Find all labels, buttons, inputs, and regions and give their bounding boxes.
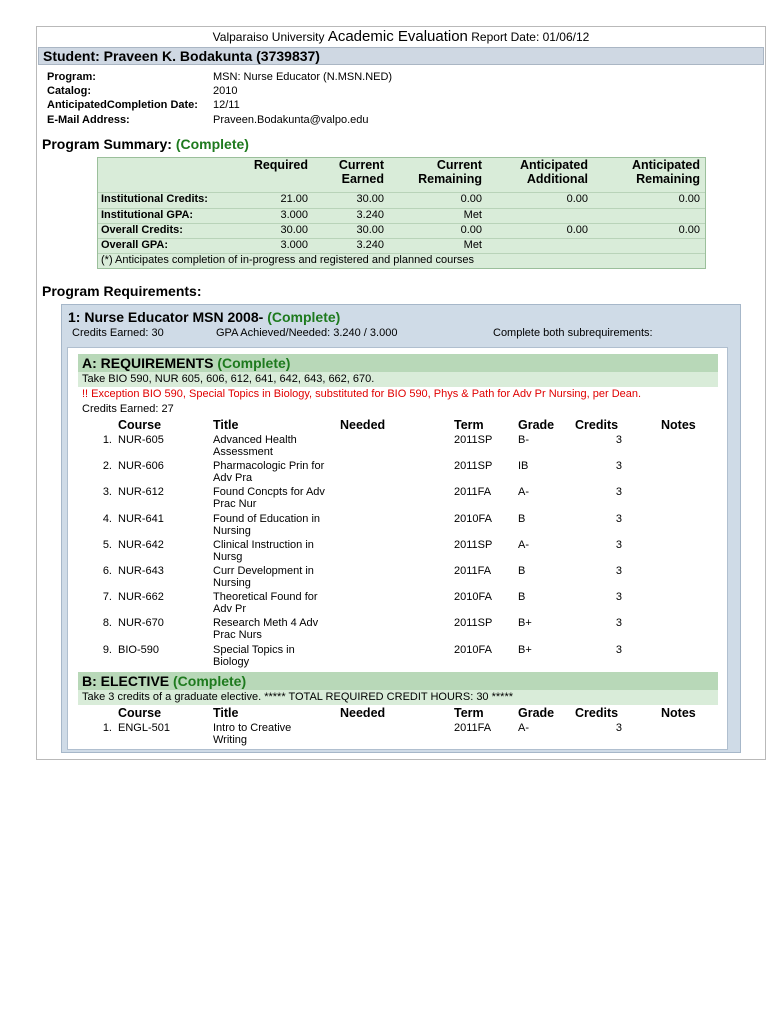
info-value: Praveen.Bodakunta@valpo.edu xyxy=(213,114,369,126)
program-summary-table: Required Current Earned Current Remaining Anticipated Additional Anticipated Remaining Institutional Credits: 21.00 30.00 0.00 0.00 0.00 Institutional GPA: 3.000 3.240 Met Overall Credits: 30.00 30.00 0.00 0.00 0.00 Overall GPA: 3.000 3.240 Met (*) Anticipates completion of in-progress and registered and planned courses xyxy=(97,157,706,269)
course-credits: 3 xyxy=(615,617,622,630)
subreq-b-title: B: ELECTIVE (Complete) xyxy=(78,672,718,690)
info-value: MSN: Nurse Educator (N.MSN.NED) xyxy=(213,71,393,83)
course-term: 2011FA xyxy=(454,565,492,577)
col-current-earned: Current Earned xyxy=(338,158,384,186)
course-term: 2011SP xyxy=(454,617,493,630)
course-credits: 3 xyxy=(615,591,622,604)
course-number: 6. xyxy=(102,565,112,577)
row-overall-credits: Overall Credits: xyxy=(101,224,183,236)
row-institutional-gpa: Institutional GPA: xyxy=(101,209,194,221)
course-title-line1: Found of Education in xyxy=(213,512,321,525)
subrequirements-panel: A: REQUIREMENTS (Complete) Take BIO 590, NUR 605, 606, 612, 641, 642, 643, 662, 670. !! Exception BIO 590, Special Topics in Biology, substituted for BIO 590, Phys & Path for Adv Pr Nursing, per Dean. Credits Earned: 27 Course Title Needed Term Grade Credits Notes 1. NUR-605 Advanced Health Assessment 2011SP B- 3 2. NUR-606 Pharmacologic Prin for Adv Pra 2011SP IB 3 3. NUR-612 Found Concpts for Adv Prac Nur 2011FA A- 3 4. NUR-641 Found of Education in Nursing 2010FA B 3 5. NUR-642 Clinical Instruction in Nursg 2011SP A- 3 6. NUR-643 Curr Development in Nursing 2011FA B 3 7. NUR-662 Theoretical Found for Adv Pr 2010FA B 3 8. NUR-670 Research Meth 4 Adv Prac Nurs 2011SP B+ 3 9. BIO-590 Special Topics in Biology 2010FA B+ 3 B: ELECTIVE (Complete) Take 3 credits of a graduate elective. ***** TOTAL REQUIRED CREDIT HOURS: 30 ***** Course Title Needed Term Grade Credits Notes 1. ENGL-501 Intro to Creative Writing 2011FA A- 3 xyxy=(67,347,728,750)
col-required: Required xyxy=(253,158,308,172)
course-title-line1: Pharmacologic Prin for xyxy=(213,460,325,473)
course-term: 2011SP xyxy=(454,434,493,446)
course-credits: 3 xyxy=(615,486,622,499)
course-title-line2: Nursing xyxy=(213,524,251,537)
info-value: 12/11 xyxy=(213,99,240,111)
course-code: NUR-662 xyxy=(118,591,164,604)
info-label: Catalog: xyxy=(47,85,91,97)
course-title-line2: Nursg xyxy=(213,550,243,563)
course-number: 5. xyxy=(102,538,112,551)
col-anticipated-remaining: Anticipated Remaining xyxy=(631,158,700,186)
course-grade: B- xyxy=(518,434,529,446)
course-number: 7. xyxy=(102,591,112,604)
summary-footnote: (*) Anticipates completion of in-progress and registered and planned courses xyxy=(101,254,474,266)
course-title-line2: Nursing xyxy=(213,577,251,589)
course-title-line1: Curr Development in xyxy=(213,565,314,577)
req1-gpa: GPA Achieved/Needed: 3.240 / 3.000 xyxy=(216,327,398,339)
summary-status: (Complete) xyxy=(175,136,249,152)
req1-credits: Credits Earned: 30 xyxy=(72,327,164,339)
course-number: 3. xyxy=(102,486,112,499)
report-date: Report Date: 01/06/12 xyxy=(471,30,590,44)
info-label: E-Mail Address: xyxy=(47,114,130,126)
course-code: NUR-642 xyxy=(118,538,164,551)
subreq-a-description: Take BIO 590, NUR 605, 606, 612, 641, 642, 643, 662, 670. xyxy=(78,372,718,387)
course-credits: 3 xyxy=(615,512,622,525)
course-grade: B xyxy=(518,512,526,525)
course-title-line1: Found Concpts for Adv xyxy=(213,486,325,499)
course-code: BIO-590 xyxy=(118,643,159,656)
course-number: 1. xyxy=(102,722,112,734)
course-grade: B+ xyxy=(518,643,532,656)
course-title-line2: Prac Nurs xyxy=(213,629,262,642)
row-institutional-credits: Institutional Credits: xyxy=(101,193,208,205)
course-grade: B xyxy=(518,591,526,604)
course-title-line2: Writing xyxy=(213,734,248,746)
course-title-line1: Advanced Health xyxy=(213,434,297,446)
course-code: NUR-612 xyxy=(118,486,164,499)
course-grade: A- xyxy=(518,538,529,551)
course-grade: B xyxy=(518,565,526,577)
requirement-1-title: 1: Nurse Educator MSN 2008- (Complete) xyxy=(68,309,341,325)
subreq-a-credits: Credits Earned: 27 xyxy=(82,403,174,415)
course-credits: 3 xyxy=(615,460,622,473)
program-summary-heading: Program Summary: (Complete) xyxy=(42,136,249,152)
course-title-line1: Special Topics in xyxy=(213,643,295,656)
course-grade: A- xyxy=(518,722,529,734)
col-anticipated-additional: Anticipated Additional xyxy=(519,158,588,186)
course-number: 2. xyxy=(102,460,112,473)
course-title-line2: Prac Nur xyxy=(213,498,257,511)
course-grade: IB xyxy=(518,460,529,473)
report-header xyxy=(37,27,765,47)
course-code: ENGL-501 xyxy=(118,722,170,734)
course-number: 8. xyxy=(102,617,112,630)
course-number: 4. xyxy=(102,512,112,525)
course-code: NUR-643 xyxy=(118,565,164,577)
subreq-a-title: A: REQUIREMENTS (Complete) xyxy=(78,354,718,372)
course-term: 2011SP xyxy=(454,460,493,473)
student-banner: Student: Praveen K. Bodakunta (3739837) xyxy=(38,47,764,65)
course-title-line1: Clinical Instruction in xyxy=(213,538,314,551)
course-credits: 3 xyxy=(615,434,622,446)
row-overall-gpa: Overall GPA: xyxy=(101,239,169,251)
subreq-b-description: Take 3 credits of a graduate elective. ***** TOTAL REQUIRED CREDIT HOURS: 30 ***** xyxy=(78,690,718,705)
course-title-line1: Theoretical Found for xyxy=(213,591,318,604)
col-current-remaining: Current Remaining xyxy=(418,158,482,186)
info-label: AnticipatedCompletion Date: xyxy=(47,99,198,111)
evaluation-page xyxy=(36,26,766,760)
course-number: 1. xyxy=(102,434,112,446)
course-term: 2010FA xyxy=(454,591,492,604)
course-term: 2011SP xyxy=(454,538,493,551)
course-credits: 3 xyxy=(615,643,622,656)
course-title-line1: Intro to Creative xyxy=(213,722,292,734)
course-title-line2: Adv Pra xyxy=(213,472,253,485)
course-code: NUR-670 xyxy=(118,617,164,630)
report-title: Academic Evaluation xyxy=(327,28,468,45)
course-code: NUR-641 xyxy=(118,512,164,525)
requirement-1-box xyxy=(61,304,741,753)
course-term: 2010FA xyxy=(454,643,492,656)
course-credits: 3 xyxy=(615,538,622,551)
course-number: 9. xyxy=(102,643,112,656)
course-credits: 3 xyxy=(615,722,622,734)
info-label: Program: xyxy=(47,71,96,83)
info-value: 2010 xyxy=(213,85,238,97)
subreq-a-exception: !! Exception BIO 590, Special Topics in Biology, substituted for BIO 590, Phys & Path for Adv Pr Nursing, per Dean. xyxy=(82,388,642,400)
course-title-line2: Adv Pr xyxy=(213,603,247,616)
course-term: 2011FA xyxy=(454,486,492,499)
course-code: NUR-606 xyxy=(118,460,164,473)
program-requirements-heading: Program Requirements: xyxy=(42,283,202,299)
course-grade: B+ xyxy=(518,617,532,630)
course-credits: 3 xyxy=(615,565,622,577)
req1-note: Complete both subrequirements: xyxy=(493,327,653,339)
course-title-line2: Biology xyxy=(213,655,250,668)
course-title-line1: Research Meth 4 Adv xyxy=(213,617,319,630)
course-grade: A- xyxy=(518,486,529,499)
course-term: 2011FA xyxy=(454,722,492,734)
course-title-line2: Assessment xyxy=(213,446,273,458)
course-term: 2010FA xyxy=(454,512,492,525)
university-name: Valparaiso University xyxy=(212,30,325,44)
course-code: NUR-605 xyxy=(118,434,164,446)
